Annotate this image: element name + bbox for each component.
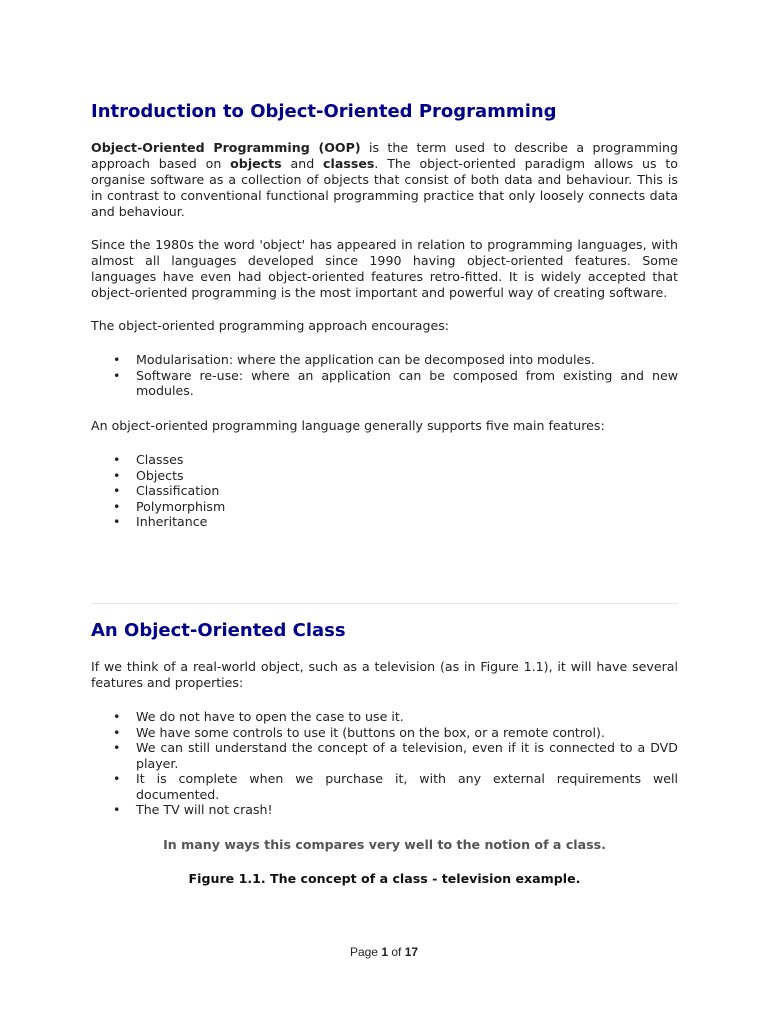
list-item: • Modularisation: where the application can be decomposed into modules.: [91, 352, 678, 368]
intro-paragraph: [91, 140, 678, 220]
class-paragraph: If we think of a real-world object, such as a television (as in Figure 1.1), it will have several features and properties:: [91, 659, 678, 690]
page-footer: [0, 944, 768, 960]
features-list: [91, 452, 678, 530]
page-label: Page: [349, 945, 378, 959]
features-intro: An object-oriented programming language generally supports five main features:: [91, 418, 605, 433]
properties-list: [91, 709, 678, 818]
encourages-list: [91, 352, 678, 399]
document-page: [91, 0, 678, 1024]
classes-term: classes: [323, 156, 375, 171]
total-pages: 17: [404, 945, 419, 959]
oop-term: Object-Oriented Programming (OOP): [91, 140, 361, 155]
list-item: • Classification: [91, 483, 678, 499]
list-item: • Objects: [91, 468, 678, 484]
page-number: 1: [381, 945, 388, 959]
list-item: • We have some controls to use it (buttons on the box, or a remote control).: [91, 725, 678, 741]
objects-term: objects: [230, 156, 282, 171]
intro-text-b: . The object-oriented paradigm allows us to organise software as a collection of objects that consist of both data and behaviour. This is in contrast to conventional functional programming practice that only loosely connects data and behaviour.: [91, 156, 679, 219]
list-item: • We do not have to open the case to use it.: [91, 709, 678, 725]
of-label: of: [391, 945, 402, 959]
list-item: • We can still understand the concept of a television, even if it is connected to a DVD player.: [91, 740, 678, 771]
history-paragraph: Since the 1980s the word 'object' has appeared in relation to programming languages, with almost all languages developed since 1990 having object-oriented features. Some languages have even had object-oriented features retro-fitted. It is widely accepted that object-oriented programming is the most important and powerful way of creating software.: [91, 237, 678, 300]
list-item: • The TV will not crash!: [91, 802, 678, 818]
compare-statement: In many ways this compares very well to the notion of a class.: [163, 837, 606, 852]
list-item: • Polymorphism: [91, 499, 678, 515]
intro-text-a: is the term used to describe a programming approach based on: [91, 140, 678, 171]
list-item: • Classes: [91, 452, 678, 468]
intro-and: and: [281, 156, 324, 171]
encourages-intro: The object-oriented programming approach encourages:: [91, 318, 450, 333]
list-item: • It is complete when we purchase it, with any external requirements well documented.: [91, 771, 678, 802]
list-item: • Inheritance: [91, 514, 678, 530]
figure-caption: Figure 1.1. The concept of a class - television example.: [188, 871, 581, 886]
section-title-intro: Introduction to Object-Oriented Programming: [91, 101, 557, 122]
section-title-class: An Object-Oriented Class: [91, 620, 346, 641]
list-item: • Software re-use: where an application can be composed from existing and new modules.: [91, 368, 678, 399]
section-divider: [91, 603, 678, 604]
